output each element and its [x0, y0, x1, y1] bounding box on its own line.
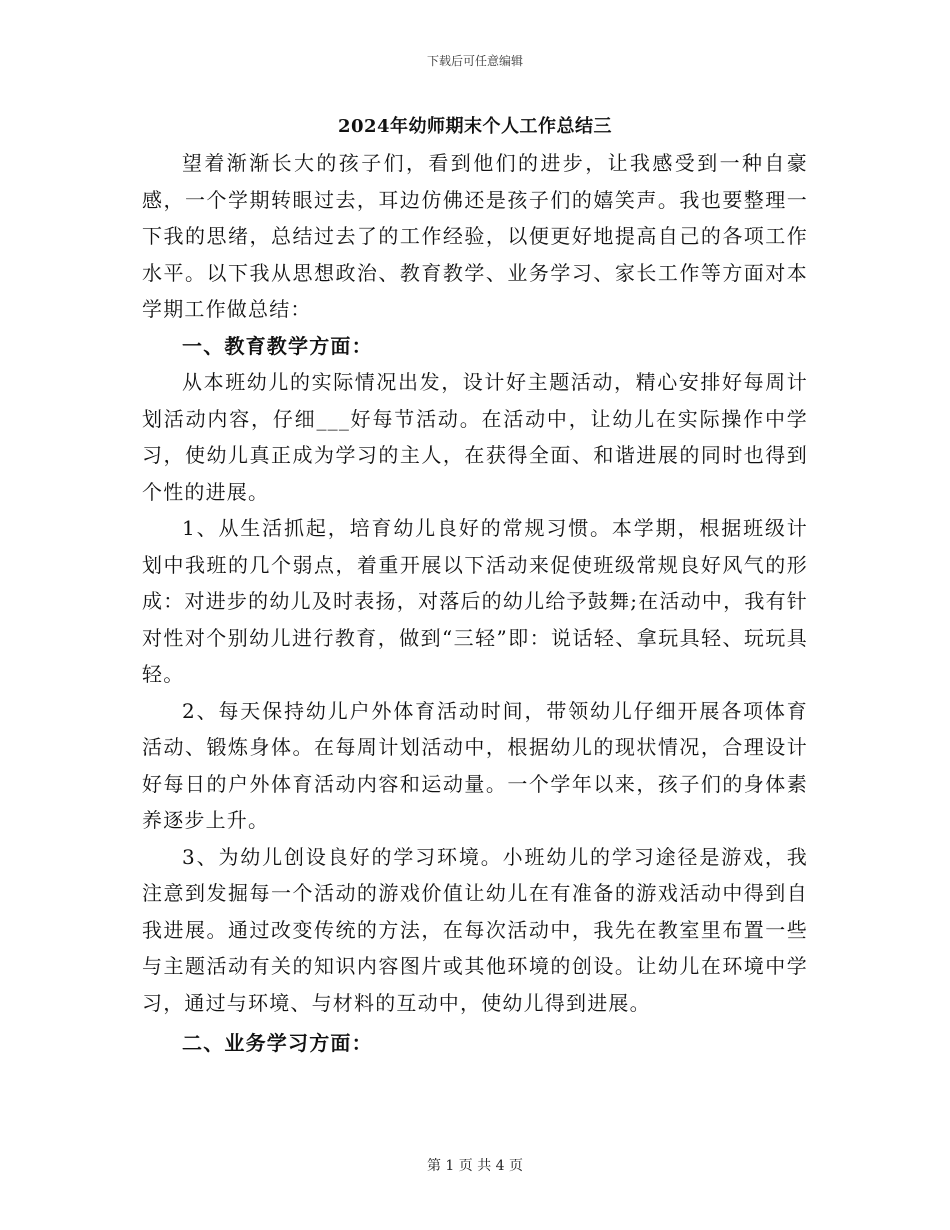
teaching-paragraph: 从本班幼儿的实际情况出发，设计好主题活动，精心安排好每周计划活动内容，仔细___好每节活动。在活动中，让幼儿在实际操作中学习，使幼儿真正成为学习的主人，在获得全面、和谐进展的同时也得到个性的进展。 [142, 370, 808, 504]
section-heading-teaching: 一、教育教学方面： [182, 333, 373, 358]
page-header: 下载后可任意编辑 [426, 54, 523, 68]
section-heading-study: 二、业务学习方面： [182, 1031, 373, 1055]
document-body [142, 145, 808, 1062]
intro-paragraph: 望着渐渐长大的孩子们，看到他们的进步，让我感受到一种自豪感，一个学期转眼过去，耳边仿佛还是孩子们的嬉笑声。我也要整理一下我的思绪，总结过去了的工作经验，以便更好地提高自己的各项工作水平。以下我从思想政治、教育教学、业务学习、家长工作等方面对本学期工作做总结： [142, 151, 808, 321]
teaching-item-3: 3、为幼儿创设良好的学习环境。小班幼儿的学习途径是游戏，我注意到发掘每一个活动的游戏价值让幼儿在有准备的游戏活动中得到自我进展。通过改变传统的方法，在每次活动中，我先在教室里布置一些与主题活动有关的知识内容图片或其他环境的创设。让幼儿在环境中学习，通过与环境、与材料的互动中，使幼儿得到进展。 [142, 844, 808, 1015]
teaching-item-2: 2、每天保持幼儿户外体育活动时间，带领幼儿仔细开展各项体育活动、锻炼身体。在每周计划活动中，根据幼儿的现状情况，合理设计好每日的户外体育活动内容和运动量。一个学年以来，孩子们的身体素养逐步上升。 [142, 698, 808, 832]
teaching-item-1: 1、从生活抓起，培育幼儿良好的常规习惯。本学期，根据班级计划中我班的几个弱点，着重开展以下活动来促使班级常规良好风气的形成：对进步的幼儿及时表扬，对落后的幼儿给予鼓舞;在活动中，我有针对性对个别幼儿进行教育，做到“三轻”即：说话轻、拿玩具轻、玩玩具轻。 [142, 516, 808, 686]
document-title: 2024年幼师期末个人工作总结三 [337, 116, 613, 137]
page-number-footer: 第 1 页 共 4 页 [426, 1158, 524, 1174]
